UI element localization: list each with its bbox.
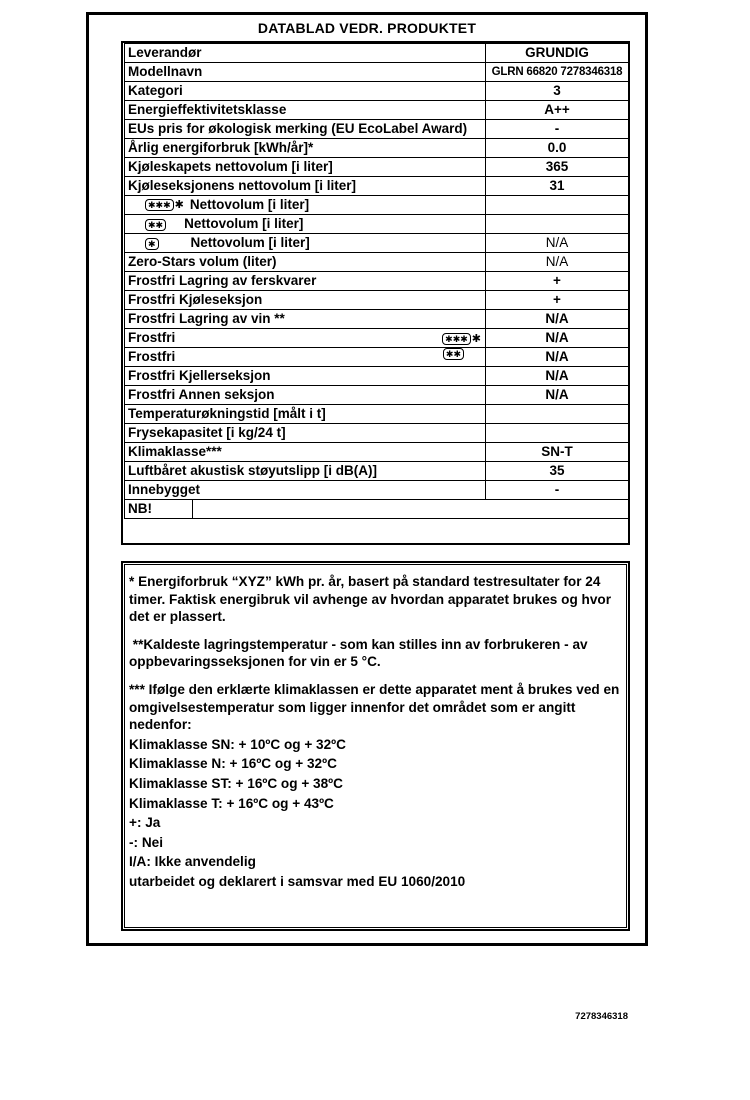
row-value: 35 bbox=[486, 462, 629, 481]
climate-line-n: Klimaklasse N: + 16ºC og + 32ºC bbox=[129, 756, 337, 772]
three-star-wrap bbox=[442, 329, 481, 347]
row-label: Frostfri Kjøleseksjon bbox=[125, 291, 486, 310]
table-row bbox=[125, 139, 629, 158]
table-row bbox=[125, 367, 629, 386]
row-value bbox=[486, 196, 629, 215]
row-value: GRUNDIG bbox=[486, 44, 629, 63]
row-label-text: Nettovolum [i liter] bbox=[189, 197, 310, 212]
row-value: N/A bbox=[486, 234, 629, 253]
row-label: Temperaturøkningstid [målt i t] bbox=[125, 405, 486, 424]
row-label bbox=[125, 348, 486, 367]
row-value: 3 bbox=[486, 82, 629, 101]
row-value bbox=[486, 424, 629, 443]
legend-yes: +: Ja bbox=[129, 815, 161, 831]
table-row bbox=[125, 63, 629, 82]
star-suffix-icon: ✱ bbox=[471, 332, 481, 345]
row-label: Klimaklasse*** bbox=[125, 443, 486, 462]
row-label: Årlig energiforbruk [kWh/år]* bbox=[125, 139, 486, 158]
row-value bbox=[486, 215, 629, 234]
table-row bbox=[125, 310, 629, 329]
climate-line-sn: Klimaklasse SN: + 10ºC og + 32ºC bbox=[129, 736, 346, 752]
spec-table bbox=[124, 43, 629, 519]
table-row bbox=[125, 120, 629, 139]
two-star-icon: ✱✱ bbox=[443, 348, 464, 360]
row-value: N/A bbox=[486, 310, 629, 329]
row-value: GLRN 66820 7278346318 bbox=[486, 63, 629, 82]
row-value: 0.0 bbox=[486, 139, 629, 158]
table-row bbox=[125, 215, 629, 234]
row-label bbox=[125, 329, 486, 348]
row-value: + bbox=[486, 272, 629, 291]
row-label: Frostfri Lagring av vin ** bbox=[125, 310, 486, 329]
row-label: Frostfri Kjellerseksjon bbox=[125, 367, 486, 386]
row-value: N/A bbox=[486, 329, 629, 348]
table-row bbox=[125, 462, 629, 481]
note-wine-storage: **Kaldeste lagringstemperatur - som kan stilles inn av forbrukeren - av oppbevaringsseksjonen for vin er 5 °C. bbox=[129, 636, 592, 670]
row-label: Frysekapasitet [i kg/24 t] bbox=[125, 424, 486, 443]
row-label: Leverandør bbox=[125, 44, 486, 63]
table-row bbox=[125, 177, 629, 196]
row-label: Energieffektivitetsklasse bbox=[125, 101, 486, 120]
one-star-icon: ✱ bbox=[145, 238, 159, 250]
row-value: - bbox=[486, 120, 629, 139]
three-star-icon: ✱✱✱ bbox=[442, 333, 471, 345]
row-value: A++ bbox=[486, 101, 629, 120]
table-row bbox=[125, 443, 629, 462]
climate-line-t: Klimaklasse T: + 16ºC og + 43ºC bbox=[129, 795, 334, 811]
row-value: N/A bbox=[486, 367, 629, 386]
table-row bbox=[125, 348, 629, 367]
climate-line-st: Klimaklasse ST: + 16ºC og + 38ºC bbox=[129, 775, 343, 791]
notes-box bbox=[124, 564, 627, 928]
row-label: Frostfri Lagring av ferskvarer bbox=[125, 272, 486, 291]
table-row bbox=[125, 101, 629, 120]
row-label: Luftbåret akustisk støyutslipp [i dB(A)] bbox=[125, 462, 486, 481]
row-label bbox=[125, 196, 486, 215]
star-suffix-icon: ✱ bbox=[174, 199, 184, 212]
row-value: N/A bbox=[486, 348, 629, 367]
table-row bbox=[125, 500, 629, 519]
row-value bbox=[193, 500, 629, 519]
note-energy: * Energiforbruk “XYZ” kWh pr. år, basert på standard testresultater for 24 timer. Faktisk energibruk vil avhenge av hvordan apparatet brukes og hvor det er plassert. bbox=[129, 574, 611, 625]
row-label: Innebygget bbox=[125, 481, 486, 500]
legend-not-applicable: I/A: Ikke anvendelig bbox=[129, 854, 256, 870]
row-label: EUs pris for økologisk merking (EU EcoLabel Award) bbox=[125, 120, 486, 139]
two-star-icon: ✱✱ bbox=[145, 219, 166, 231]
row-value bbox=[486, 405, 629, 424]
row-label: Zero-Stars volum (liter) bbox=[125, 253, 486, 272]
row-label: NB! bbox=[125, 500, 193, 519]
table-row bbox=[125, 272, 629, 291]
row-label: Kjøleseksjonens nettovolum [i liter] bbox=[125, 177, 486, 196]
row-label-text: Frostfri bbox=[128, 349, 176, 365]
table-row bbox=[125, 405, 629, 424]
table-row bbox=[125, 329, 629, 348]
row-value: + bbox=[486, 291, 629, 310]
row-value: - bbox=[486, 481, 629, 500]
row-value: 31 bbox=[486, 177, 629, 196]
row-label: Kategori bbox=[125, 82, 486, 101]
row-value: N/A bbox=[486, 253, 629, 272]
table-row bbox=[125, 234, 629, 253]
table-row bbox=[125, 291, 629, 310]
row-label bbox=[125, 234, 486, 253]
table-row bbox=[125, 424, 629, 443]
row-label-text: Nettovolum [i liter] bbox=[190, 235, 310, 251]
row-label bbox=[125, 215, 486, 234]
row-label: Kjøleskapets nettovolum [i liter] bbox=[125, 158, 486, 177]
three-star-icon: ✱✱✱ bbox=[145, 199, 174, 211]
table-row bbox=[125, 386, 629, 405]
legend-no: -: Nei bbox=[129, 834, 163, 850]
row-label-text: Frostfri bbox=[128, 330, 176, 346]
row-label: Modellnavn bbox=[125, 63, 486, 82]
row-value: 365 bbox=[486, 158, 629, 177]
table-row bbox=[125, 158, 629, 177]
row-label-text: Nettovolum [i liter] bbox=[184, 216, 304, 232]
table-row bbox=[125, 481, 629, 500]
table-row bbox=[125, 196, 629, 215]
table-row bbox=[125, 82, 629, 101]
page-title: DATABLAD VEDR. PRODUKTET bbox=[257, 20, 477, 36]
row-value: N/A bbox=[486, 386, 629, 405]
note-climate-class: *** Ifølge den erklærte klimaklassen er dette apparatet ment å brukes ved en omgivelsestemperatur som ligger innenfor det området som er angitt nedenfor: bbox=[129, 681, 620, 733]
document-code: 7278346318 bbox=[575, 1011, 628, 1022]
table-row bbox=[125, 253, 629, 272]
row-label: Frostfri Annen seksjon bbox=[125, 386, 486, 405]
table-row bbox=[125, 44, 629, 63]
row-value: SN-T bbox=[486, 443, 629, 462]
regulation-note: utarbeidet og deklarert i samsvar med EU 1060/2010 bbox=[129, 873, 466, 889]
